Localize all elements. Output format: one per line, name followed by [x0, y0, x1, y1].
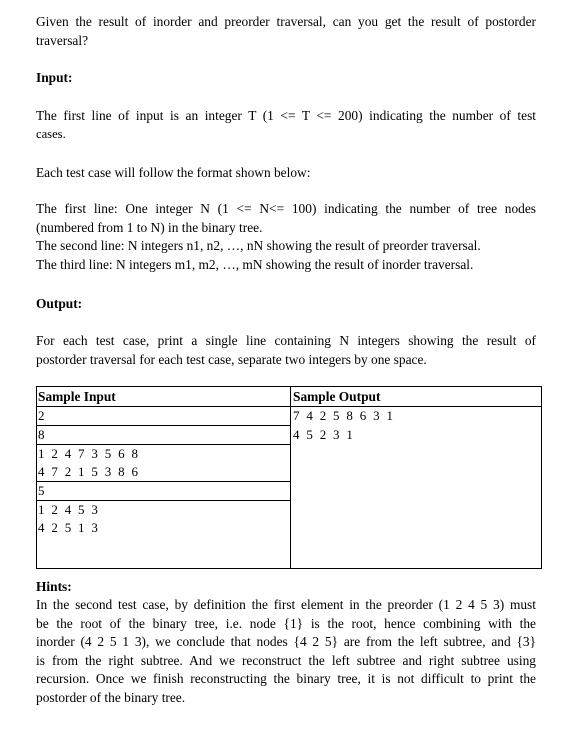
hints-line: postorder of the binary tree.: [36, 689, 186, 705]
hints-heading: Hints:: [36, 579, 72, 594]
format-second-line: The second line: N integers n1, n2, …, nN showing the result of preorder traversal.: [36, 238, 481, 253]
hints-line: inorder (4 2 5 1 3), we conclude that nodes {4 2 5} are from the left subtree, and {3}: [36, 634, 536, 650]
hints-paragraph: [36, 596, 536, 708]
sample-input-header: Sample Input: [38, 389, 116, 404]
output-paragraph: [36, 331, 536, 369]
hints-line: be the root of the binary tree, i.e. node {1} is the root, hence combining with the: [36, 615, 536, 631]
table-header-rule: [37, 406, 541, 407]
table-row-rule: [37, 481, 290, 482]
sample-input-row: 4 7 2 1 5 3 8 6: [38, 464, 140, 479]
output-line: For each test case, print a single line containing N integers showing the result of: [36, 333, 536, 348]
format-line: Each test case will follow the format shown below:: [36, 165, 311, 180]
input-heading: Input:: [36, 70, 73, 85]
intro-line: Given the result of inorder and preorder traversal, can you get the result of postorder: [36, 14, 536, 29]
hints-line: is from the right subtree. And we reconstruct the left subtree and right subtree using: [36, 652, 536, 668]
sample-output-header: Sample Output: [293, 389, 381, 404]
sample-input-row: 8: [38, 427, 47, 442]
sample-input-row: 2: [38, 408, 47, 423]
format-n-line: (numbered from 1 to N) in the binary tree.: [36, 219, 263, 235]
hints-line: recursion. Once we finish reconstructing the binary tree, it is not difficult to print the: [36, 671, 536, 687]
output-heading: Output:: [36, 296, 83, 311]
table-row-rule: [37, 425, 290, 426]
output-line: postorder traversal for each test case, separate two integers by one space.: [36, 352, 427, 367]
table-column-divider: [290, 387, 291, 568]
input-t-line: cases.: [36, 127, 66, 141]
sample-input-row: 1 2 4 7 3 5 6 8: [38, 446, 140, 461]
input-t-line: The first line of input is an integer T (1 <= T <= 200) indicating the number of test: [36, 108, 536, 123]
test-case-format: [36, 200, 536, 274]
sample-input-row: 1 2 4 5 3: [38, 502, 100, 517]
input-t-paragraph: [36, 106, 536, 144]
intro-line: traversal?: [36, 33, 89, 48]
intro-paragraph: [36, 12, 536, 50]
sample-output-row: 4 5 2 3 1: [293, 427, 355, 442]
sample-output-row: 7 4 2 5 8 6 3 1: [293, 408, 395, 423]
format-n-line: The first line: One integer N (1 <= N<= 100) indicating the number of tree nodes: [36, 201, 536, 216]
format-third-line: The third line: N integers m1, m2, …, mN showing the result of inorder traversal.: [36, 256, 474, 272]
format-paragraph: [36, 163, 536, 182]
sample-input-row: 4 2 5 1 3: [38, 520, 100, 535]
sample-table: [36, 386, 542, 569]
sample-input-row: 5: [38, 483, 47, 498]
hints-line: In the second test case, by definition the first element in the preorder (1 2 4 5 3) must: [36, 597, 536, 612]
